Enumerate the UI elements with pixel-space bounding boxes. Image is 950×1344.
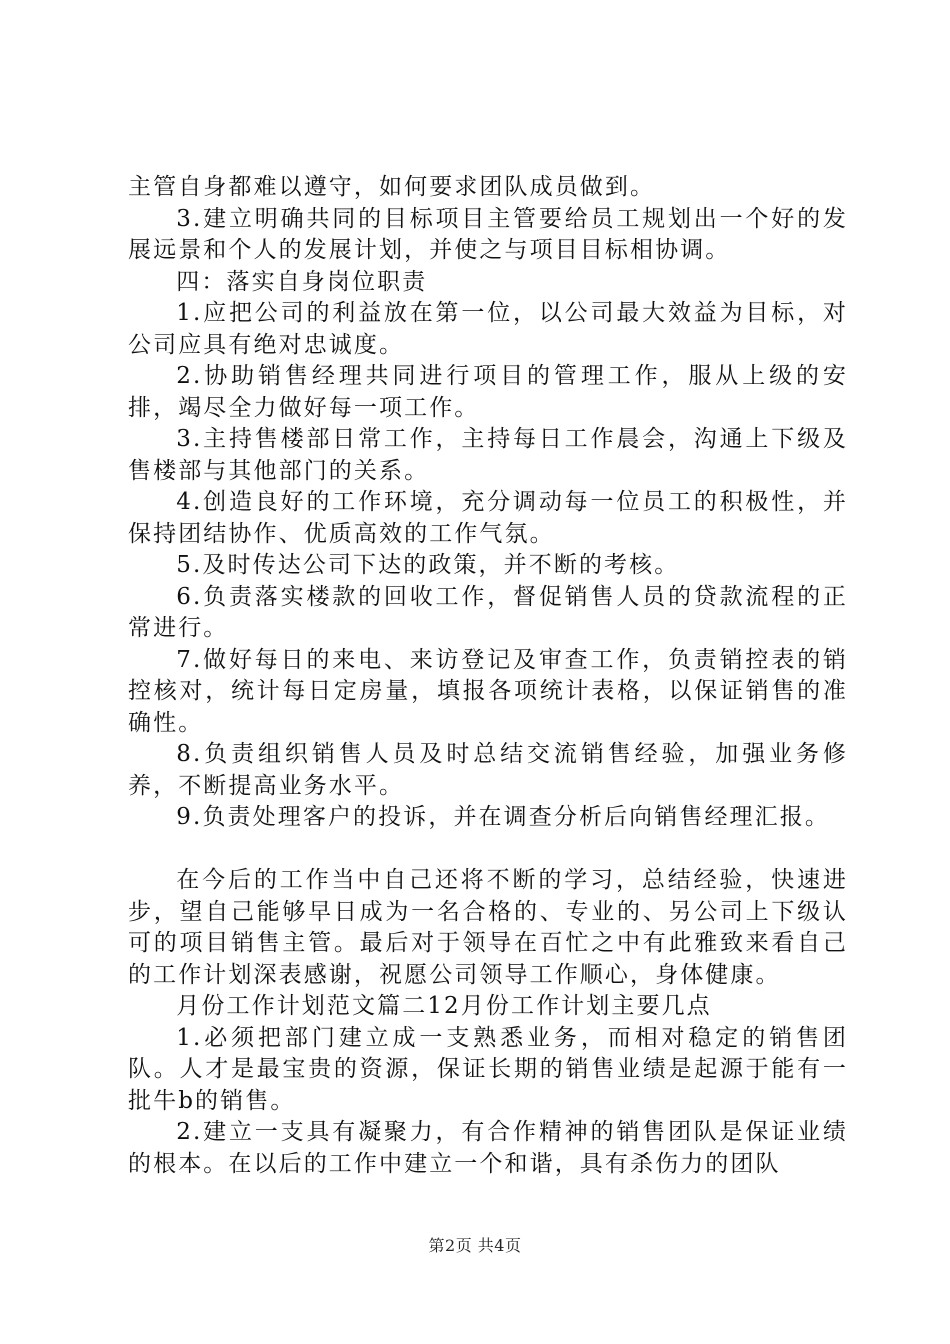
paragraph-continuation: 主管自身都难以遵守，如何要求团队成员做到。 <box>128 174 656 200</box>
duty-item-2: 2.协助销售经理共同进行项目的管理工作，服从上级的安排，竭尽全力做好每一项工作。 <box>128 363 848 421</box>
plan-item-1: 1.必须把部门建立成一支熟悉业务，而相对稳定的销售团队。人才是最宝贵的资源，保证长期的销售业绩是起源于能有一批牛b的销售。 <box>128 1024 848 1114</box>
duty-item-8: 8.负责组织销售人员及时总结交流销售经验，加强业务修养，不断提高业务水平。 <box>128 741 848 799</box>
section-heading-duties: 四：落实自身岗位职责 <box>176 268 428 295</box>
document-body <box>128 172 848 1180</box>
duty-item-6: 6.负责落实楼款的回收工作，督促销售人员的贷款流程的正常进行。 <box>128 583 848 641</box>
paragraph-item-3-goal: 3.建立明确共同的目标项目主管要给员工规划出一个好的发展远景和个人的发展计划，并使之与项目目标相协调。 <box>128 205 848 263</box>
closing-paragraph: 在今后的工作当中自己还将不断的学习，总结经验，快速进步，望自己能够早日成为一名合格的、专业的、另公司上下级认可的项目销售主管。最后对于领导在百忙之中有此雅致来看自己的工作计划深表感谢，祝愿公司领导工作顺心，身体健康。 <box>128 867 848 988</box>
duty-item-7: 7.做好每日的来电、来访登记及审查工作，负责销控表的销控核对，统计每日定房量，填报各项统计表格，以保证销售的准确性。 <box>128 646 848 736</box>
duty-item-1: 1.应把公司的利益放在第一位，以公司最大效益为目标，对公司应具有绝对忠诚度。 <box>128 300 848 358</box>
page-footer: 第2页 共4页 <box>428 1236 522 1255</box>
duty-item-4: 4.创造良好的工作环境，充分调动每一位员工的积极性，并保持团结协作、优质高效的工作气氛。 <box>128 489 848 547</box>
duty-item-5: 5.及时传达公司下达的政策，并不断的考核。 <box>176 552 680 578</box>
plan-item-2: 2.建立一支具有凝聚力，有合作精神的销售团队是保证业绩的根本。在以后的工作中建立一个和谐，具有杀伤力的团队 <box>128 1119 848 1177</box>
duty-item-9: 9.负责处理客户的投诉，并在调查分析后向销售经理汇报。 <box>176 804 830 830</box>
article-two-heading: 月份工作计划范文篇二12月份工作计划主要几点 <box>176 993 712 1019</box>
duty-item-3: 3.主持售楼部日常工作，主持每日工作晨会，沟通上下级及售楼部与其他部门的关系。 <box>128 426 848 484</box>
paragraph-gap <box>128 834 848 866</box>
